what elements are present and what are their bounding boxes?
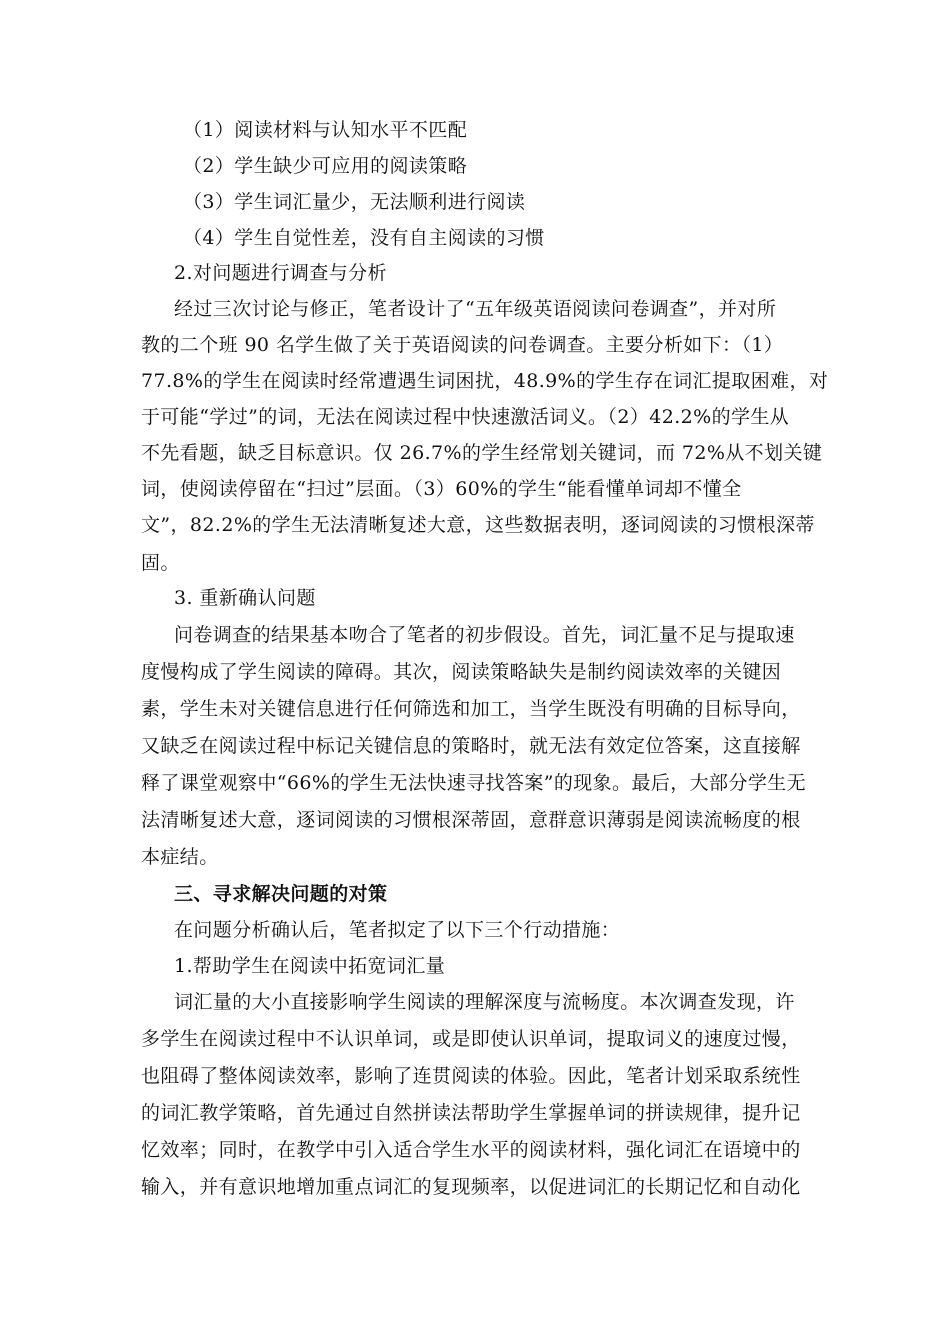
paragraph-line: 本症结。 (141, 846, 219, 868)
subheading: 3. 重新确认问题 (174, 587, 316, 609)
paragraph-line: 释了课堂观察中“66%的学生无法快速寻找答案”的现象。最后，大部分学生无 (141, 772, 807, 794)
subheading: 2.对问题进行调查与分析 (174, 262, 387, 284)
paragraph-line: 不先看题，缺乏目标意识。仅 26.7%的学生经常划关键词，而 72%从不划关键 (141, 442, 823, 464)
paragraph-line: 输入，并有意识地增加重点词汇的复现频率，以促进词汇的长期记忆和自动化 (141, 1176, 801, 1198)
list-item: （4）学生自觉性差，没有自主阅读的习惯 (183, 227, 545, 249)
paragraph-line: 多学生在阅读过程中不认识单词，或是即使认识单词，提取词义的速度过慢， (141, 1028, 801, 1050)
paragraph-line: 词，使阅读停留在“扫过”层面。（3）60%的学生“能看懂单词却不懂全 (141, 478, 742, 500)
section-title: 三、寻求解决问题的对策 (174, 883, 388, 905)
subheading: 1.帮助学生在阅读中拓宽词汇量 (174, 955, 446, 977)
list-item: （3）学生词汇量少，无法顺利进行阅读 (183, 191, 526, 213)
paragraph-line: 素，学生未对关键信息进行任何筛选和加工，当学生既没有明确的目标导向， (141, 698, 801, 720)
list-item: （1）阅读材料与认知水平不匹配 (183, 119, 468, 141)
paragraph-line: 固。 (141, 552, 180, 574)
paragraph-line: 的词汇教学策略，首先通过自然拼读法帮助学生掌握单词的拼读规律，提升记 (141, 1102, 801, 1124)
paragraph-line: 问卷调查的结果基本吻合了笔者的初步假设。首先，词汇量不足与提取速 (174, 624, 795, 646)
paragraph-line: 也阻碍了整体阅读效率，影响了连贯阅读的体验。因此，笔者计划采取系统性 (141, 1065, 801, 1087)
paragraph-line: 又缺乏在阅读过程中标记关键信息的策略时，就无法有效定位答案，这直接解 (141, 735, 801, 757)
paragraph-line: 在问题分析确认后，笔者拟定了以下三个行动措施： (174, 919, 621, 941)
paragraph-line: 法清晰复述大意，逐词阅读的习惯根深蒂固，意群意识薄弱是阅读流畅度的根 (141, 809, 801, 831)
paragraph-line: 77.8%的学生在阅读时经常遭遇生词困扰，48.9%的学生存在词汇提取困难，对 (141, 370, 829, 392)
list-item: （2）学生缺少可应用的阅读策略 (183, 155, 468, 177)
paragraph-line: 词汇量的大小直接影响学生阅读的理解深度与流畅度。本次调查发现，许 (174, 991, 795, 1013)
paragraph-line: 度慢构成了学生阅读的障碍。其次，阅读策略缺失是制约阅读效率的关键因 (141, 661, 782, 683)
paragraph-line: 忆效率；同时，在教学中引入适合学生水平的阅读材料，强化词汇在语境中的 (141, 1139, 801, 1161)
paragraph-line: 于可能“学过”的词，无法在阅读过程中快速激活词义。（2）42.2%的学生从 (141, 406, 790, 428)
paragraph-line: 经过三次讨论与修正，笔者设计了“五年级英语阅读问卷调查”，并对所 (174, 298, 777, 320)
paragraph-line: 文”，82.2%的学生无法清晰复述大意，这些数据表明，逐词阅读的习惯根深蒂 (141, 514, 815, 536)
paragraph-line: 教的二个班 90 名学生做了关于英语阅读的问卷调查。主要分析如下：（1） (141, 334, 784, 356)
